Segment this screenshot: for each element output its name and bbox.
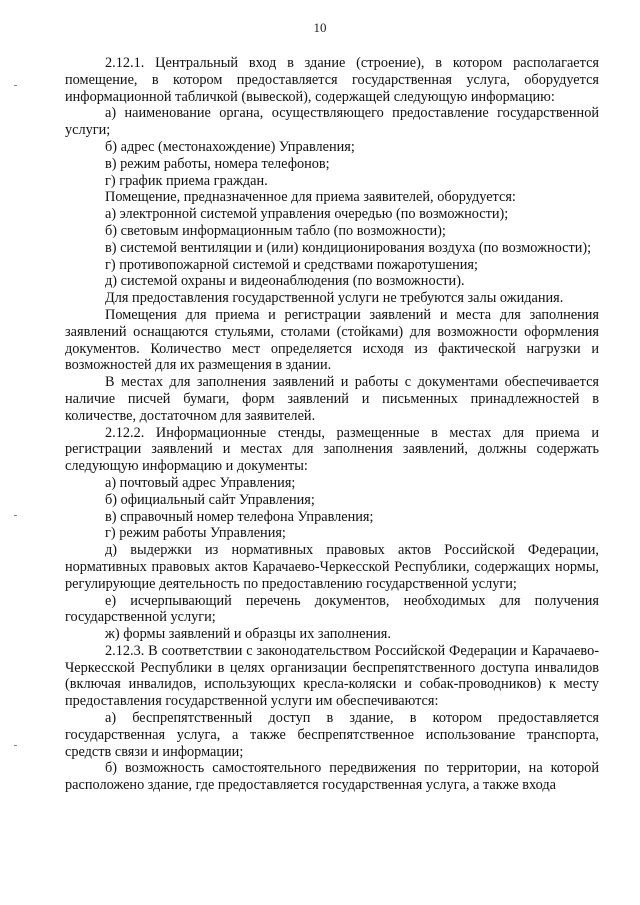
- paragraph: в) режим работы, номера телефонов;: [105, 155, 330, 172]
- paragraph: б) официальный сайт Управления;: [105, 491, 315, 508]
- scan-mark: [14, 515, 17, 516]
- scan-mark: [14, 85, 17, 86]
- scan-mark: [14, 745, 17, 746]
- paragraph: а) наименование органа, осуществляющего предоставление государственной услуги;: [65, 105, 599, 139]
- body-text: [65, 55, 599, 794]
- paragraph: 2.12.3. В соответствии с законодательством Российской Федерации и Карачаево-Черкесской Республики в целях организации беспрепятственного доступа инвалидов (включая инвалидов, использующих кресла-коляски и собак-проводников) к месту предоставления государственной услуги им обеспечиваются:: [65, 642, 599, 710]
- paragraph: Помещение, предназначенное для приема заявителей, оборудуется:: [105, 189, 516, 206]
- paragraph: а) электронной системой управления очередью (по возможности);: [105, 206, 509, 223]
- page-number: 10: [313, 20, 327, 35]
- paragraph: б) световым информационным табло (по возможности);: [105, 222, 446, 239]
- paragraph: г) график приема граждан.: [105, 172, 268, 189]
- paragraph: в) справочный номер телефона Управления;: [105, 508, 374, 525]
- paragraph: б) адрес (местонахождение) Управления;: [105, 138, 355, 155]
- paragraph: г) противопожарной системой и средствами пожаротушения;: [105, 256, 478, 273]
- paragraph: В местах для заполнения заявлений и работы с документами обеспечивается наличие писчей бумаги, форм заявлений и письменных принадлежностей в количестве, достаточном для заявителей.: [65, 374, 599, 424]
- paragraph: д) выдержки из нормативных правовых актов Российской Федерации, нормативных правовых актов Карачаево-Черкесской Республики, содержащих нормы, регулирующие деятельность по предоставлению государственной услуги;: [65, 542, 599, 592]
- paragraph: д) системой охраны и видеонаблюдения (по возможности).: [105, 273, 465, 290]
- paragraph: Для предоставления государственной услуги не требуются залы ожидания.: [105, 290, 564, 307]
- paragraph: 2.12.1. Центральный вход в здание (строение), в котором располагается помещение, в котором предоставляется государственная услуга, оборудуется информационной табличкой (вывеской), содержащей следующую информацию:: [65, 55, 599, 105]
- paragraph: 2.12.2. Информационные стенды, размещенные в местах для приема и регистрации заявлений и местах для заполнения заявлений, должны содержать следующую информацию и документы:: [65, 424, 599, 475]
- paragraph: г) режим работы Управления;: [105, 525, 286, 542]
- paragraph: б) возможность самостоятельного передвижения по территории, на которой расположено здание, где предоставляется государственная услуга, а также входа: [65, 760, 599, 794]
- paragraph: а) почтовый адрес Управления;: [105, 474, 296, 491]
- paragraph: в) системой вентиляции и (или) кондиционирования воздуха (по возможности);: [105, 239, 592, 256]
- paragraph: Помещения для приема и регистрации заявлений и места для заполнения заявлений оснащаются стульями, столами (стойками) для возможности оформления документов. Количество мест определяется исходя из фактической нагрузки и возможностей для их размещения в здании.: [65, 306, 599, 374]
- paragraph: а) беспрепятственный доступ в здание, в котором предоставляется государственная услуга, а также беспрепятственное использование транспорта, средств связи и информации;: [65, 710, 599, 760]
- paragraph: е) исчерпывающий перечень документов, необходимых для получения государственной услуги;: [65, 592, 599, 626]
- paragraph: ж) формы заявлений и образцы их заполнения.: [105, 626, 391, 643]
